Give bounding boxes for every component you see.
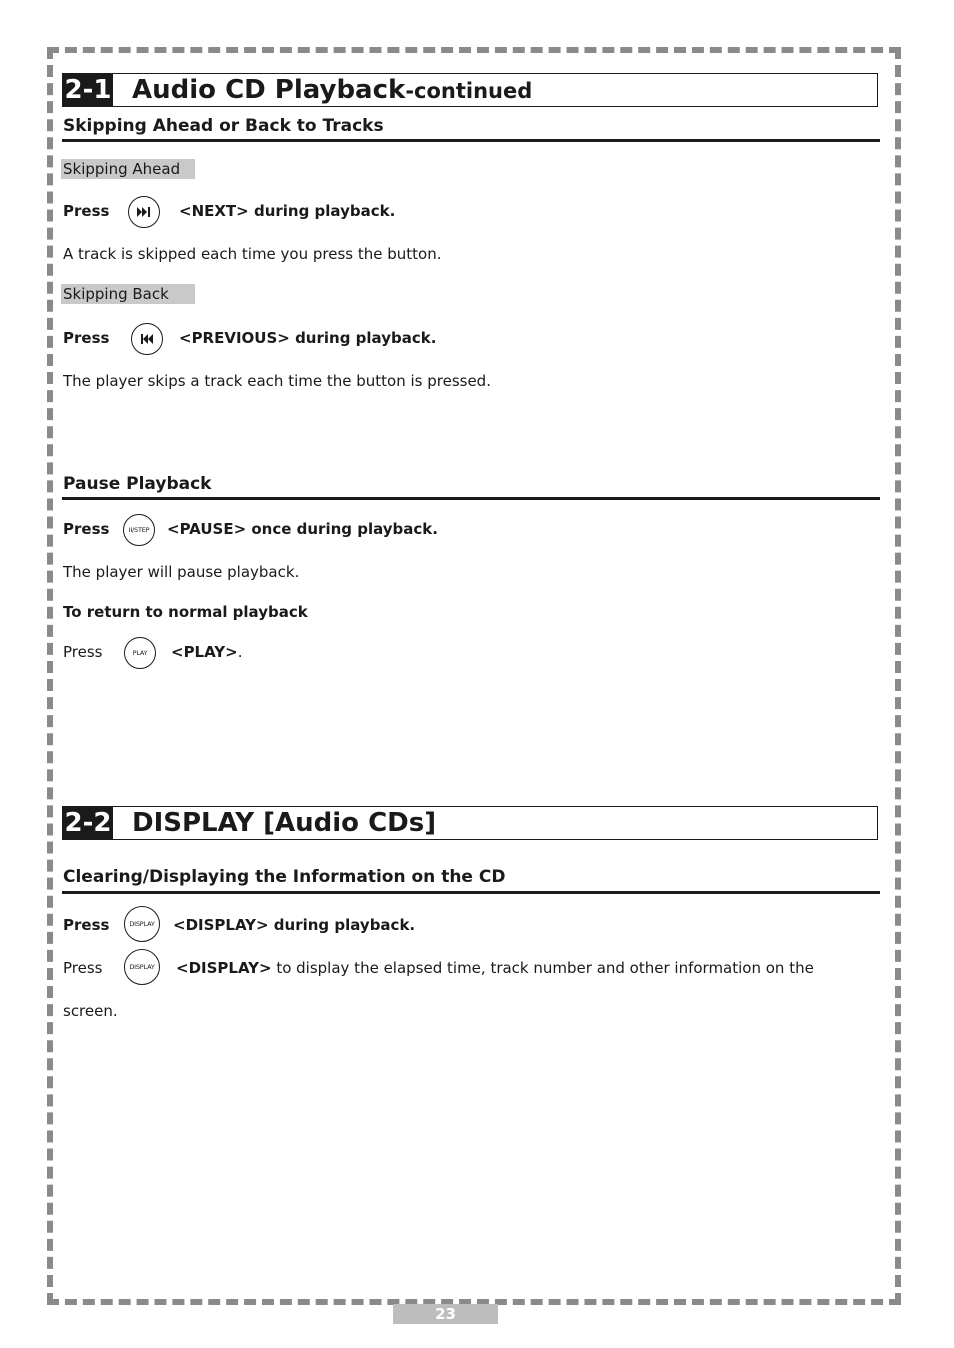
press-label: Press — [63, 520, 110, 538]
pause-description: The player will pause playback. — [63, 563, 300, 581]
display-action: <DISPLAY> during playback. — [173, 916, 416, 934]
period: . — [237, 643, 243, 661]
display-heading: Clearing/Displaying the Information on the CD — [63, 867, 506, 887]
display-button-icon: DISPLAY — [124, 949, 160, 985]
section-header-2-1 — [62, 73, 878, 107]
previous-action: <PREVIOUS> during playback. — [179, 329, 437, 347]
press-label: Press — [63, 329, 110, 347]
skipping-back-label: Skipping Back — [61, 284, 195, 304]
section-title — [132, 74, 532, 107]
skip-back-description: The player skips a track each time the button is pressed. — [63, 372, 491, 390]
section-title-suffix: -continued — [405, 79, 533, 103]
section-header-2-2 — [62, 806, 878, 840]
press-label: Press — [63, 959, 103, 977]
play-action: <PLAY> — [171, 643, 238, 661]
press-label: Press — [63, 916, 110, 934]
skip-heading: Skipping Ahead or Back to Tracks — [63, 116, 384, 136]
next-action: <NEXT> during playback. — [179, 202, 396, 220]
pause-button-icon: II/STEP — [123, 514, 155, 546]
heading-rule — [62, 891, 880, 894]
display-action: <DISPLAY> — [176, 959, 272, 977]
page-border — [47, 47, 901, 1305]
section-number: 2-2 — [64, 808, 112, 838]
display-description-continuation: screen. — [63, 1002, 118, 1020]
play-action-line — [171, 643, 243, 661]
display-description-line — [176, 959, 814, 977]
page-number: 23 — [393, 1304, 498, 1324]
press-label: Press — [63, 643, 103, 661]
pause-heading: Pause Playback — [63, 474, 212, 494]
return-heading: To return to normal playback — [63, 603, 308, 621]
heading-rule — [62, 139, 880, 142]
section-title: DISPLAY [Audio CDs] — [132, 808, 437, 838]
press-label: Press — [63, 202, 110, 220]
section-number: 2-1 — [64, 75, 112, 105]
skipping-ahead-label: Skipping Ahead — [61, 159, 195, 179]
display-button-icon: DISPLAY — [124, 906, 160, 942]
display-description: to display the elapsed time, track number and other information on the — [271, 959, 814, 977]
section-title-main: Audio CD Playback — [132, 75, 406, 105]
previous-track-icon — [140, 334, 154, 344]
next-track-icon — [137, 207, 151, 217]
skip-ahead-description: A track is skipped each time you press the button. — [63, 245, 442, 263]
pause-action: <PAUSE> once during playback. — [167, 520, 438, 538]
next-button-icon — [128, 196, 160, 228]
previous-button-icon — [131, 323, 163, 355]
heading-rule — [62, 497, 880, 500]
play-button-icon: PLAY — [124, 637, 156, 669]
